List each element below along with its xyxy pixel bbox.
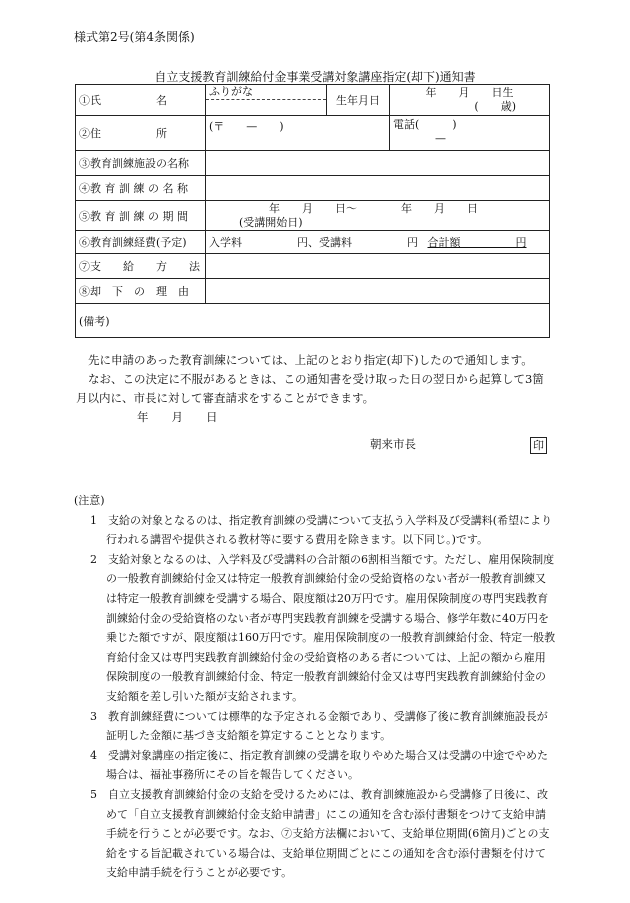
phone-field[interactable] (390, 116, 550, 151)
address-field[interactable] (206, 116, 390, 151)
phone-dash: — (435, 132, 446, 145)
age-text: ( 歳) (474, 100, 516, 113)
name-label: ①氏 名 (76, 85, 206, 116)
period-start-note: (受講開始日) (239, 215, 303, 229)
issue-date: 年 月 日 (137, 410, 218, 424)
issuer-name: 朝来市長 (370, 437, 416, 451)
method-row (76, 254, 550, 279)
phone-label: 電話( ) (393, 118, 457, 131)
facility-field[interactable] (206, 151, 550, 176)
training-name-label: ④教 育 訓 練 の 名 称 (76, 176, 206, 201)
name-row (76, 85, 550, 116)
remarks-field[interactable] (76, 304, 550, 338)
period-field[interactable] (206, 201, 550, 231)
note-item-5: 5 自立支援教育訓練給付金の支給を受けるためには、教育訓練施設から受講修了日後に、改めて「自立支援教育訓練給付金支給申請書」にこの通知を含む添付書類をつけて支給申請手続を行うことが必要です。なお、⑦支給方法欄において、支給単位期間(6箇月)ごとの支給をする旨記載されている場合は、支給単位期間ごとにこの通知を含む添付書類を付けて支給申請手続を行うことが必要です。 (90, 787, 550, 880)
name-cell (206, 85, 327, 116)
birth-cell[interactable] (390, 85, 550, 116)
reason-field[interactable] (206, 279, 550, 304)
notice-paragraph-2: なお、この決定に不服があるときは、この通知書を受け取った日の翌日から起算して3箇月以内に、市長に対して審査請求をすることができます。 (76, 372, 544, 405)
remarks-row (76, 304, 550, 338)
facility-label: ③教育訓練施設の名称 (76, 151, 206, 176)
cost-field[interactable] (206, 231, 550, 254)
period-label: ⑤教 育 訓 練 の 期 間 (76, 201, 206, 231)
note-item-1: 1 支給の対象となるのは、指定教育訓練の受講について支払う入学料及び受講料(希望により行われる講習や提供される教材等に要する費用を除きます。以下同じ。)です。 (90, 513, 553, 547)
note-item-2: 2 支給対象となるのは、入学料及び受講料の合計額の6割相当額です。ただし、雇用保険制度の一般教育訓練給付金又は特定一般教育訓練給付金の受給資格のない者が一般教育訓練又は特定一般教育訓練を受講する場合、限度額は20万円です。雇用保険制度の専門実践教育訓練給付金の受給資格のない者が専門実践教育訓練を受講する場合、修学年数に40万円を乗じた額ですが、限度額は160万円です。雇用保険制度の一般教育訓練給付金、特定一般教育給付金又は専門実践教育訓練給付金の受給資格のある者については、上記の額から雇用保険制度の一般教育訓練給付金、特定一般教育訓練給付金又は専門実践教育訓練給付金の支給額を差し引いた額が支給されます。 (90, 552, 556, 703)
reason-row (76, 279, 550, 304)
period-row (76, 201, 550, 231)
note-item-4: 4 受講対象講座の指定後に、指定教育訓練の受講を取りやめた場合又は受講の中途でやめた場合は、福祉事務所にその旨を報告してください。 (90, 748, 548, 782)
facility-row (76, 151, 550, 176)
notice-paragraph-1: 先に申請のあった教育訓練については、上記のとおり指定(却下)したので通知します。 (88, 353, 533, 367)
remarks-label: (備考) (79, 314, 110, 328)
cost-label: ⑥教育訓練経費(予定) (76, 231, 206, 254)
furigana-field[interactable] (206, 85, 326, 100)
total-amount-text: 合計額 円 (427, 236, 527, 249)
training-name-row (76, 176, 550, 201)
seal-text: 印 (530, 437, 547, 454)
notes-heading: (注意) (74, 494, 105, 507)
address-label: ②住 所 (76, 116, 206, 151)
name-field[interactable] (206, 100, 326, 115)
training-name-field[interactable] (206, 176, 550, 201)
furigana-label: ふりがな (209, 85, 253, 98)
address-row (76, 116, 550, 151)
method-label: ⑦支 給 方 法 (76, 254, 206, 279)
notification-form-table (75, 84, 550, 338)
birth-date-text: 年 月 日生 (425, 86, 514, 99)
cost-row (76, 231, 550, 254)
reason-label: ⑧却 下 の 理 由 (76, 279, 206, 304)
document-title: 自立支援教育訓練給付金事業受講対象講座指定(却下)通知書 (154, 70, 476, 84)
postal-code-text: (〒 — ) (209, 120, 284, 133)
period-value: 年 月 日〜 年 月 日 (269, 201, 478, 215)
birth-label: 生年月日 (327, 85, 390, 116)
note-item-3: 3 教育訓練経費については標準的な予定される金額であり、受講修了後に教育訓練施設長が証明した金額に基づき支給額を算定することとなります。 (90, 709, 548, 743)
form-number: 様式第2号(第4条関係) (74, 30, 195, 44)
seal-mark (530, 434, 547, 454)
admission-and-tuition-text: 入学料 円、受講料 円 (209, 236, 418, 249)
notes-section (74, 491, 556, 883)
method-field[interactable] (206, 254, 550, 279)
